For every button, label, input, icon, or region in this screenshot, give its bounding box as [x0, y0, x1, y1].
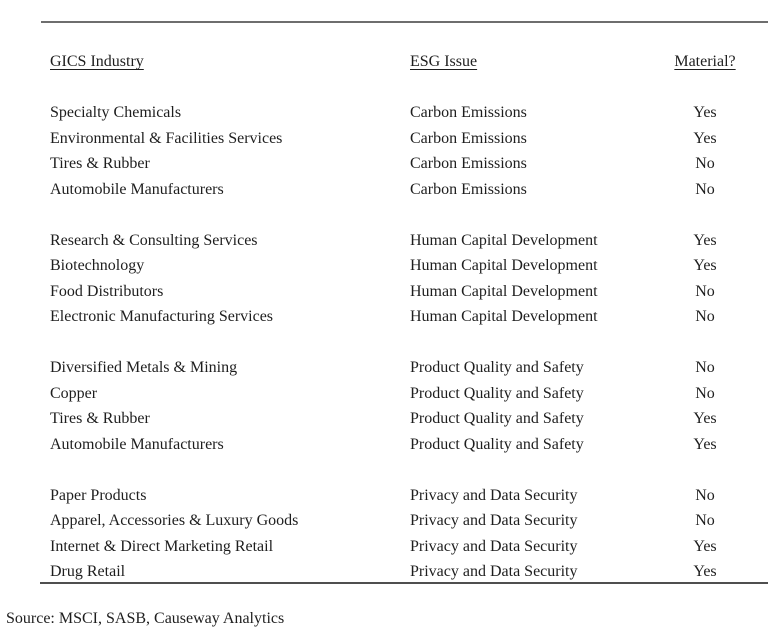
cell-esg-issue: Carbon Emissions	[410, 180, 527, 198]
cell-esg-issue: Carbon Emissions	[410, 155, 527, 172]
cell-material: Yes	[693, 410, 717, 427]
column-header-esg-issue: ESG Issue	[410, 53, 478, 70]
table-header-row	[50, 49, 768, 75]
table-group	[50, 100, 768, 202]
cell-gics-industry: Electronic Manufacturing Services	[50, 308, 274, 325]
table-row	[50, 126, 768, 152]
cell-material: Yes	[693, 257, 717, 274]
table-row	[50, 483, 768, 509]
cell-material: No	[695, 282, 715, 300]
cell-esg-issue: Human Capital Development	[410, 308, 598, 325]
cell-esg-issue: Product Quality and Safety	[410, 384, 584, 402]
cell-esg-issue: Carbon Emissions	[410, 104, 527, 121]
cell-material: No	[695, 384, 715, 402]
cell-esg-issue: Product Quality and Safety	[410, 359, 584, 376]
cell-gics-industry: Tires & Rubber	[50, 410, 150, 427]
cell-gics-industry: Drug Retail	[50, 563, 126, 580]
cell-material: Yes	[693, 563, 717, 580]
table-row	[50, 559, 768, 585]
cell-material: Yes	[693, 104, 717, 121]
cell-material: Yes	[693, 129, 717, 147]
cell-material: No	[695, 486, 715, 504]
cell-esg-issue: Privacy and Data Security	[410, 512, 578, 529]
source-note: Source: MSCI, SASB, Causeway Analytics	[6, 610, 285, 627]
table-row	[50, 355, 768, 381]
cell-gics-industry: Food Distributors	[50, 282, 164, 300]
table-row	[50, 100, 768, 126]
table-group	[50, 355, 768, 457]
cell-gics-industry: Apparel, Accessories & Luxury Goods	[50, 512, 299, 529]
table-row	[50, 432, 768, 458]
cell-gics-industry: Tires & Rubber	[50, 155, 150, 172]
cell-material: No	[695, 180, 715, 198]
cell-gics-industry: Specialty Chemicals	[50, 104, 182, 121]
cell-esg-issue: Carbon Emissions	[410, 129, 527, 147]
bottom-rule	[40, 582, 768, 584]
table-row	[50, 534, 768, 560]
table-row	[50, 406, 768, 432]
cell-gics-industry: Paper Products	[50, 486, 147, 504]
table-row	[50, 304, 768, 330]
table-row	[50, 253, 768, 279]
cell-esg-issue: Product Quality and Safety	[410, 410, 584, 427]
cell-gics-industry: Diversified Metals & Mining	[50, 359, 238, 376]
esg-materiality-table	[50, 49, 768, 585]
cell-material: No	[695, 512, 715, 529]
cell-material: No	[695, 155, 715, 172]
cell-gics-industry: Automobile Manufacturers	[50, 180, 224, 198]
cell-gics-industry: Research & Consulting Services	[50, 231, 258, 249]
cell-gics-industry: Copper	[50, 384, 98, 402]
table-row	[50, 279, 768, 305]
cell-material: Yes	[693, 231, 717, 249]
table-row	[50, 151, 768, 177]
column-header-gics-industry: GICS Industry	[50, 53, 144, 70]
table-body	[50, 100, 768, 585]
table-row	[50, 381, 768, 407]
table-group	[50, 483, 768, 585]
cell-gics-industry: Automobile Manufacturers	[50, 435, 224, 453]
cell-material: No	[695, 359, 715, 376]
cell-esg-issue: Human Capital Development	[410, 282, 598, 300]
cell-esg-issue: Privacy and Data Security	[410, 486, 578, 504]
cell-gics-industry: Internet & Direct Marketing Retail	[50, 537, 274, 555]
cell-esg-issue: Human Capital Development	[410, 257, 598, 274]
cell-esg-issue: Privacy and Data Security	[410, 563, 578, 580]
table-row	[50, 177, 768, 203]
cell-material: No	[695, 308, 715, 325]
cell-esg-issue: Product Quality and Safety	[410, 435, 584, 453]
cell-gics-industry: Biotechnology	[50, 257, 145, 274]
cell-material: Yes	[693, 435, 717, 453]
column-header-material: Material?	[674, 53, 736, 70]
cell-esg-issue: Privacy and Data Security	[410, 537, 578, 555]
table-row	[50, 228, 768, 254]
cell-material: Yes	[693, 537, 717, 555]
top-rule	[41, 21, 768, 23]
table-row	[50, 508, 768, 534]
table-group	[50, 228, 768, 330]
cell-gics-industry: Environmental & Facilities Services	[50, 129, 283, 147]
cell-esg-issue: Human Capital Development	[410, 231, 598, 249]
